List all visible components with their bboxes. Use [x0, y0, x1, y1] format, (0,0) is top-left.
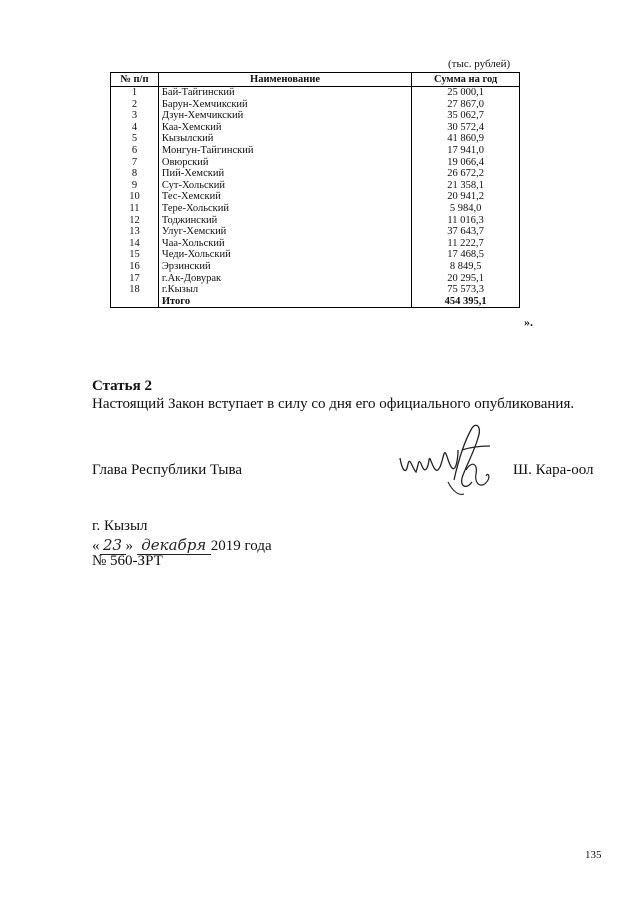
row-number: 5 — [111, 133, 159, 145]
table-total-row — [111, 296, 520, 308]
row-sum: 37 643,7 — [412, 226, 520, 238]
header-name: Наименование — [158, 73, 411, 87]
table-row — [111, 99, 520, 111]
table-row — [111, 284, 520, 296]
table-row — [111, 180, 520, 192]
table-row — [111, 168, 520, 180]
table-row — [111, 249, 520, 261]
row-name: Тес-Хемский — [158, 191, 411, 203]
article-title: Статья 2 — [92, 378, 152, 394]
row-name: Кызылский — [158, 133, 411, 145]
row-sum: 17 941,0 — [412, 145, 520, 157]
row-number: 10 — [111, 191, 159, 203]
table-row — [111, 145, 520, 157]
total-label: Итого — [158, 296, 411, 308]
row-number: 1 — [111, 87, 159, 99]
row-sum: 5 984,0 — [412, 203, 520, 215]
row-name: Сут-Хольский — [158, 180, 411, 192]
row-sum: 35 062,7 — [412, 110, 520, 122]
date-day: 23 — [100, 536, 126, 555]
header-sum: Сумма на год — [412, 73, 520, 87]
table-header-row — [111, 73, 520, 87]
page-number: 135 — [585, 849, 602, 861]
total-sum: 454 395,1 — [412, 296, 520, 308]
article-text: Настоящий Закон вступает в силу со дня его официального опубликования. — [92, 396, 575, 412]
row-name: Дзун-Хемчикский — [158, 110, 411, 122]
row-number: 6 — [111, 145, 159, 157]
table-row — [111, 226, 520, 238]
row-name: Овюрский — [158, 157, 411, 169]
row-sum: 25 000,1 — [412, 87, 520, 99]
table-row — [111, 191, 520, 203]
date-year: 2019 года — [210, 538, 272, 554]
row-name: Пий-Хемский — [158, 168, 411, 180]
row-name: Барун-Хемчикский — [158, 99, 411, 111]
row-number: 7 — [111, 157, 159, 169]
row-name: г.Ак-Довурак — [158, 273, 411, 285]
row-number: 14 — [111, 238, 159, 250]
place: г. Кызыл — [92, 518, 148, 534]
signatory-position: Глава Республики Тыва — [92, 462, 243, 478]
row-name: Чаа-Хольский — [158, 238, 411, 250]
row-number: 9 — [111, 180, 159, 192]
row-sum: 11 016,3 — [412, 215, 520, 227]
row-number: 13 — [111, 226, 159, 238]
table-row — [111, 157, 520, 169]
row-sum: 20 941,2 — [412, 191, 520, 203]
row-sum: 75 573,3 — [412, 284, 520, 296]
table-row — [111, 261, 520, 273]
total-number-cell — [111, 296, 159, 308]
row-number: 3 — [111, 110, 159, 122]
row-sum: 27 867,0 — [412, 99, 520, 111]
date-open-quote: « — [92, 538, 100, 554]
row-number: 11 — [111, 203, 159, 215]
row-name: Тоджинский — [158, 215, 411, 227]
header-number: № п/п — [111, 73, 159, 87]
row-name: Тере-Хольский — [158, 203, 411, 215]
signatory-name: Ш. Кара-оол — [513, 462, 594, 478]
units-note: (тыс. рублей) — [448, 58, 511, 70]
table-body — [111, 87, 520, 308]
row-name: Улуг-Хемский — [158, 226, 411, 238]
closing-quote: ». — [524, 315, 533, 329]
budget-table — [110, 72, 520, 308]
row-number: 4 — [111, 122, 159, 134]
date-close-quote: » — [125, 538, 133, 554]
row-name: Монгун-Тайгинский — [158, 145, 411, 157]
row-sum: 21 358,1 — [412, 180, 520, 192]
row-sum: 30 572,4 — [412, 122, 520, 134]
date-month: декабря — [137, 536, 211, 555]
row-number: 18 — [111, 284, 159, 296]
row-name: Эрзинский — [158, 261, 411, 273]
row-number: 12 — [111, 215, 159, 227]
row-number: 8 — [111, 168, 159, 180]
row-sum: 8 849,5 — [412, 261, 520, 273]
law-number: № 560-ЗРТ — [92, 553, 163, 569]
table-row — [111, 87, 520, 99]
handwritten-signature — [392, 420, 502, 505]
row-name: Бай-Тайгинский — [158, 87, 411, 99]
table-row — [111, 203, 520, 215]
row-sum: 20 295,1 — [412, 273, 520, 285]
row-number: 15 — [111, 249, 159, 261]
table-row — [111, 215, 520, 227]
row-name: г.Кызыл — [158, 284, 411, 296]
row-name: Каа-Хемский — [158, 122, 411, 134]
row-sum: 41 860,9 — [412, 133, 520, 145]
table-row — [111, 110, 520, 122]
table-row — [111, 273, 520, 285]
row-sum: 11 222,7 — [412, 238, 520, 250]
row-sum: 26 672,2 — [412, 168, 520, 180]
row-number: 16 — [111, 261, 159, 273]
row-sum: 19 066,4 — [412, 157, 520, 169]
table-row — [111, 133, 520, 145]
table-row — [111, 122, 520, 134]
row-number: 17 — [111, 273, 159, 285]
row-name: Чеди-Хольский — [158, 249, 411, 261]
row-sum: 17 468,5 — [412, 249, 520, 261]
row-number: 2 — [111, 99, 159, 111]
table-row — [111, 238, 520, 250]
